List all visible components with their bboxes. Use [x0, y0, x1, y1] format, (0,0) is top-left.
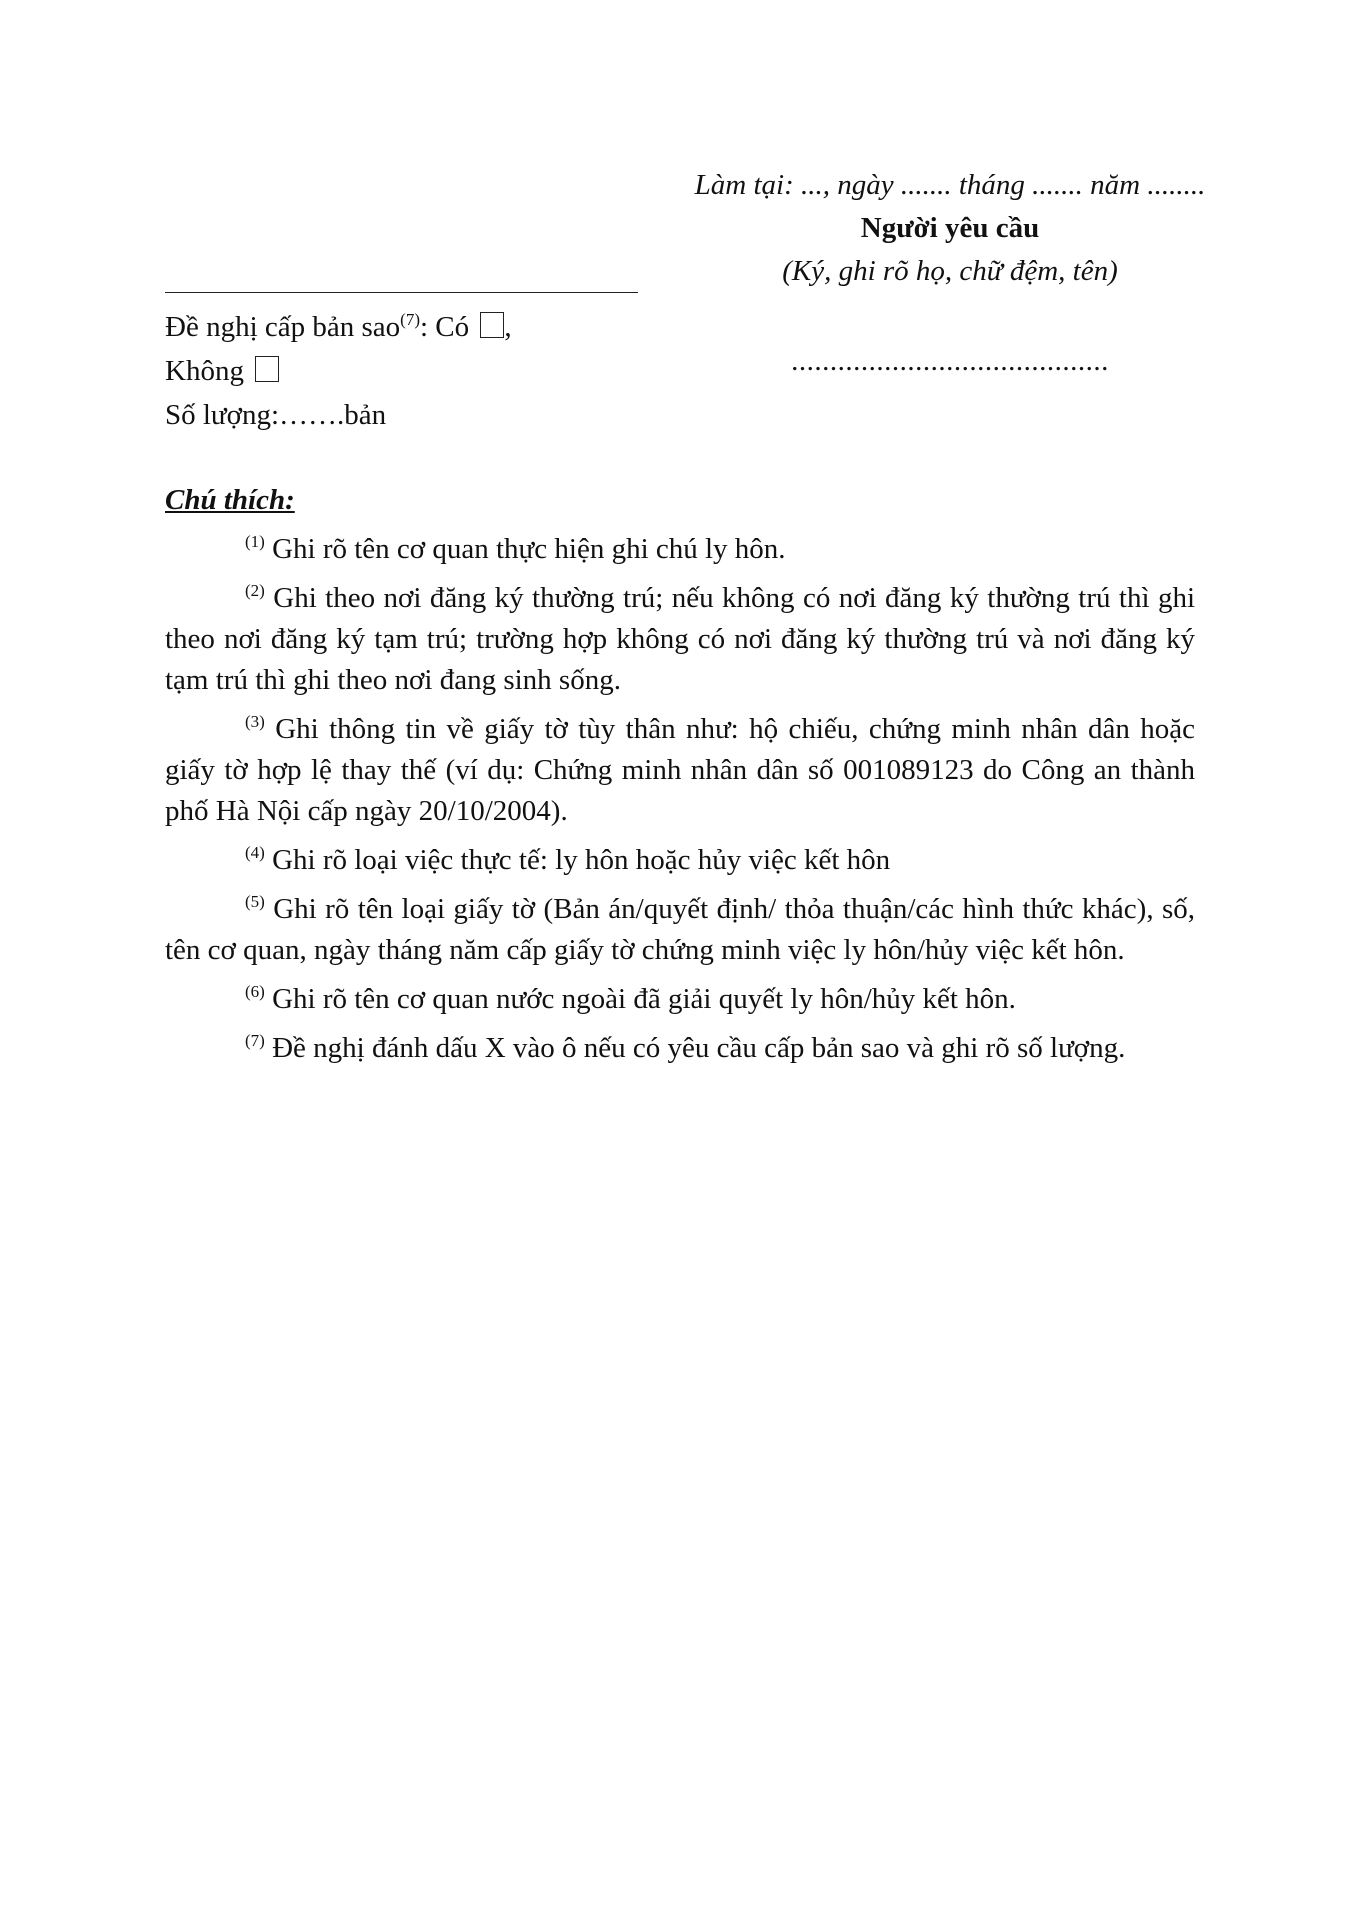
- note-text: Ghi theo nơi đăng ký thường trú; nếu không có nơi đăng ký thường trú thì ghi theo nơi đăng ký tạm trú; trường hợp không có nơi đăng ký thường trú và nơi đăng ký tạm trú thì ghi theo nơi đang sinh sống.: [165, 582, 1196, 696]
- note-number: (3): [245, 712, 265, 731]
- note-text: Ghi rõ tên cơ quan nước ngoài đã giải quyết ly hôn/hủy kết hôn.: [272, 983, 1016, 1015]
- no-checkbox[interactable]: [255, 356, 279, 382]
- copy-request-label: Đề nghị cấp bản sao: [165, 311, 401, 343]
- note-item: [165, 840, 1195, 881]
- no-option-line: [165, 349, 645, 393]
- signature-dots: .........................................: [791, 345, 1109, 377]
- note-number: (2): [245, 581, 265, 600]
- note-number: (4): [245, 843, 265, 862]
- note-item: [165, 979, 1195, 1020]
- note-text: Ghi rõ tên cơ quan thực hiện ghi chú ly hôn.: [272, 533, 786, 565]
- note-item: [165, 709, 1195, 832]
- yes-label: : Có: [419, 311, 470, 343]
- yes-checkbox[interactable]: [480, 312, 504, 338]
- quantity-line: Số lượng:…….bản: [165, 399, 387, 431]
- note-item: [165, 529, 1195, 570]
- note-text: Đề nghị đánh dấu X vào ô nếu có yêu cầu cấp bản sao và ghi rõ số lượng.: [272, 1032, 1126, 1064]
- place-date-line: Làm tại: ..., ngày ....... tháng ....... năm ........: [694, 169, 1206, 201]
- note-number: (5): [245, 892, 265, 911]
- note-number: (1): [245, 532, 265, 551]
- note-item: [165, 1028, 1195, 1069]
- note-number: (6): [245, 982, 265, 1001]
- copy-request-footnote-ref: (7): [400, 310, 420, 329]
- requester-title: Người yêu cầu: [860, 212, 1040, 244]
- signature-instruction: (Ký, ghi rõ họ, chữ đệm, tên): [782, 255, 1118, 287]
- note-item: [165, 889, 1195, 971]
- note-text: Ghi rõ loại việc thực tế: ly hôn hoặc hủy việc kết hôn: [272, 844, 891, 876]
- notes-heading: Chú thích:: [165, 484, 295, 516]
- notes-section: [165, 480, 1195, 1077]
- no-label: Không: [165, 355, 244, 387]
- divider-line: [165, 292, 638, 293]
- note-number: (7): [245, 1031, 265, 1050]
- note-text: Ghi thông tin về giấy tờ tùy thân như: hộ chiếu, chứng minh nhân dân hoặc giấy tờ hợp lệ thay thế (ví dụ: Chứng minh nhân dân số 001089123 do Công an thành phố Hà Nội cấp ngày 20/10/2004).: [165, 713, 1196, 827]
- note-item: [165, 578, 1195, 701]
- signature-block: [650, 164, 1250, 383]
- copy-request-line: [165, 305, 645, 349]
- copy-request-block: [165, 292, 645, 437]
- note-text: Ghi rõ tên loại giấy tờ (Bản án/quyết định/ thỏa thuận/các hình thức khác), số, tên cơ quan, ngày tháng năm cấp giấy tờ chứng minh việc ly hôn/hủy việc kết hôn.: [165, 893, 1196, 966]
- comma: ,: [504, 311, 512, 343]
